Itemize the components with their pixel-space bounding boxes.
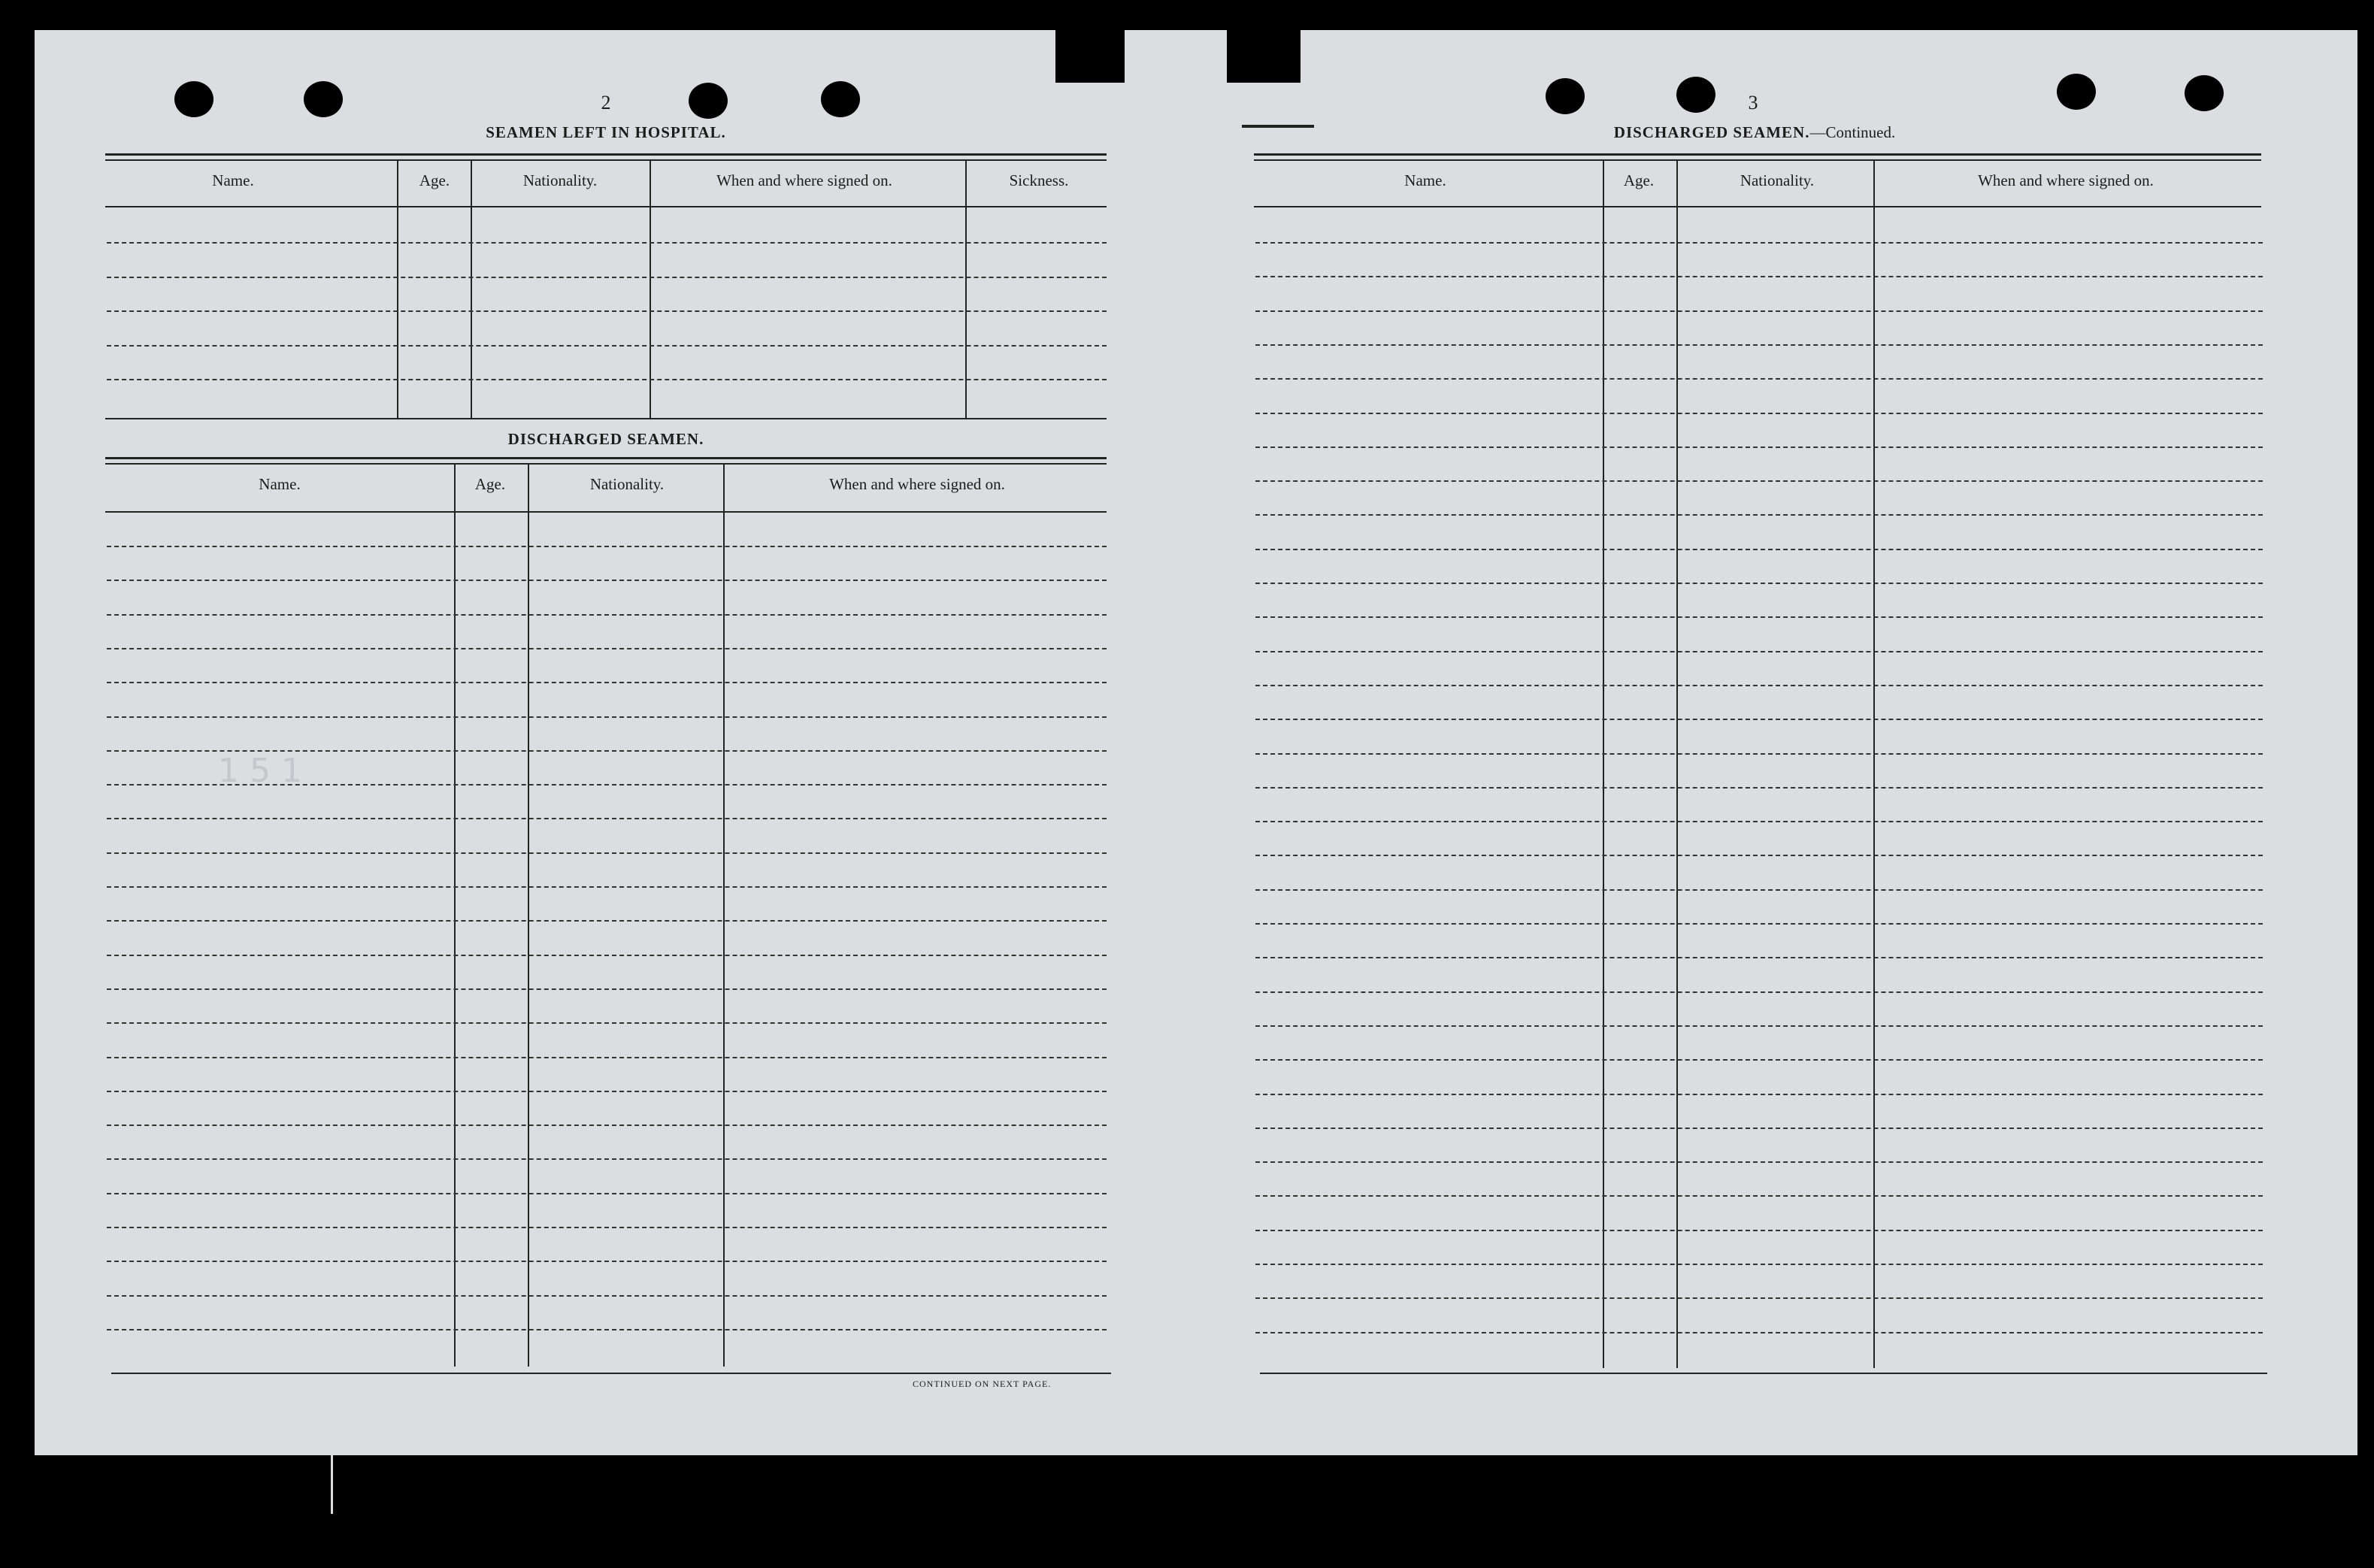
ruled-line	[107, 988, 1107, 990]
ruled-line	[107, 886, 1107, 888]
column-divider	[454, 465, 456, 1367]
column-divider	[1676, 161, 1678, 1368]
header-rule	[1254, 153, 2261, 156]
faint-mark: 1 5 1	[218, 752, 302, 790]
scan-mark	[331, 1455, 333, 1514]
column-header-name: Name.	[259, 475, 301, 493]
ruled-line	[1255, 651, 2263, 652]
ruled-line	[1255, 378, 2263, 380]
ruled-line	[107, 580, 1107, 581]
column-divider	[528, 465, 529, 1367]
ruled-line	[1255, 1094, 2263, 1095]
ruled-line	[107, 345, 1107, 347]
left-page	[35, 30, 1221, 1455]
footer-rule	[111, 1373, 1111, 1374]
ruled-line	[107, 818, 1107, 819]
column-header-name: Name.	[1404, 171, 1446, 189]
punch-hole	[304, 81, 343, 117]
ruled-line	[1255, 1264, 2263, 1265]
column-header-age: Age.	[474, 475, 506, 493]
punch-hole	[2185, 75, 2224, 111]
header-rule	[105, 463, 1107, 465]
ruled-line	[107, 1261, 1107, 1262]
ruled-line	[1255, 1025, 2263, 1027]
right-page	[1221, 30, 2357, 1455]
ruled-line	[1255, 1059, 2263, 1061]
header-rule	[1254, 159, 2261, 161]
scan-mark	[1242, 125, 1314, 128]
punch-hole	[1546, 78, 1585, 114]
ruled-line	[107, 1125, 1107, 1126]
header-rule	[105, 153, 1107, 156]
ruled-line	[1255, 480, 2263, 482]
column-header-signed-on: When and where signed on.	[829, 475, 1005, 493]
ruled-line	[1255, 413, 2263, 414]
ruled-line	[107, 242, 1107, 244]
ruled-line	[1255, 1161, 2263, 1163]
ruled-line	[1255, 923, 2263, 925]
column-header-nationality: Nationality.	[522, 171, 598, 189]
ruled-line	[107, 648, 1107, 649]
column-divider	[1873, 161, 1875, 1368]
ruled-line	[107, 1057, 1107, 1058]
column-header-signed-on: When and where signed on.	[1978, 171, 2154, 189]
table-header-rule	[105, 511, 1107, 513]
binding-tab	[1227, 30, 1301, 83]
table-header-rule	[1254, 206, 2261, 207]
ruled-line	[1255, 616, 2263, 618]
column-header-age: Age.	[419, 171, 450, 189]
ruled-line	[107, 614, 1107, 616]
table-header-rule	[105, 206, 1107, 207]
header-rule	[105, 159, 1107, 161]
ruled-line	[107, 852, 1107, 854]
ruled-line	[107, 920, 1107, 922]
ruled-line	[1255, 344, 2263, 346]
ruled-line	[107, 1329, 1107, 1330]
ruled-line	[1255, 242, 2263, 244]
ruled-line	[1255, 753, 2263, 755]
ruled-line	[107, 277, 1107, 278]
page-number: 2	[601, 92, 611, 114]
section-rule	[105, 418, 1107, 419]
punch-hole	[1676, 77, 1715, 113]
ruled-line	[107, 1193, 1107, 1194]
ruled-line	[107, 1295, 1107, 1297]
ruled-line	[107, 379, 1107, 380]
section-title-discharged: DISCHARGED SEAMEN.	[507, 430, 704, 448]
punch-hole	[821, 81, 860, 117]
ruled-line	[1255, 514, 2263, 516]
ruled-line	[107, 1158, 1107, 1160]
header-rule	[105, 457, 1107, 459]
ruled-line	[1255, 889, 2263, 891]
section-title-hospital: SEAMEN LEFT IN HOSPITAL.	[486, 123, 726, 141]
column-header-nationality: Nationality.	[1740, 171, 1815, 189]
ruled-line	[1255, 549, 2263, 550]
ruled-line	[1255, 276, 2263, 277]
ruled-line	[1255, 957, 2263, 958]
ruled-line	[1255, 1230, 2263, 1231]
ruled-line	[107, 310, 1107, 312]
ruled-line	[1255, 991, 2263, 993]
section-title-discharged-continued: DISCHARGED SEAMEN.—Continued.	[1613, 123, 1896, 141]
punch-hole	[174, 81, 213, 117]
ruled-line	[107, 955, 1107, 956]
column-header-name: Name.	[212, 171, 254, 189]
ruled-line	[1255, 583, 2263, 584]
punch-hole	[2057, 74, 2096, 110]
column-header-age: Age.	[1623, 171, 1655, 189]
ruled-line	[107, 546, 1107, 547]
ruled-line	[1255, 821, 2263, 822]
ruled-line	[1255, 1195, 2263, 1197]
punch-hole	[689, 83, 728, 119]
ruled-line	[1255, 446, 2263, 448]
ruled-line	[107, 1227, 1107, 1228]
page-number: 3	[1748, 92, 1758, 114]
column-divider	[723, 465, 725, 1367]
ruled-line	[1255, 310, 2263, 312]
ruled-line	[107, 1091, 1107, 1092]
continued-note: CONTINUED ON NEXT PAGE.	[913, 1379, 1052, 1389]
ruled-line	[1255, 1332, 2263, 1333]
ruled-line	[107, 1022, 1107, 1024]
ruled-line	[1255, 685, 2263, 686]
ruled-line	[107, 682, 1107, 683]
binding-tab	[1055, 30, 1125, 83]
column-divider	[1603, 161, 1604, 1368]
column-header-nationality: Nationality.	[589, 475, 665, 493]
ruled-line	[1255, 1297, 2263, 1299]
footer-rule	[1260, 1373, 2267, 1374]
ruled-line	[1255, 1128, 2263, 1129]
ruled-line	[1255, 855, 2263, 856]
ruled-line	[1255, 787, 2263, 789]
ruled-line	[107, 716, 1107, 718]
ruled-line	[1255, 719, 2263, 720]
column-header-signed-on: When and where signed on.	[716, 171, 892, 189]
column-header-sickness: Sickness.	[1009, 171, 1069, 189]
